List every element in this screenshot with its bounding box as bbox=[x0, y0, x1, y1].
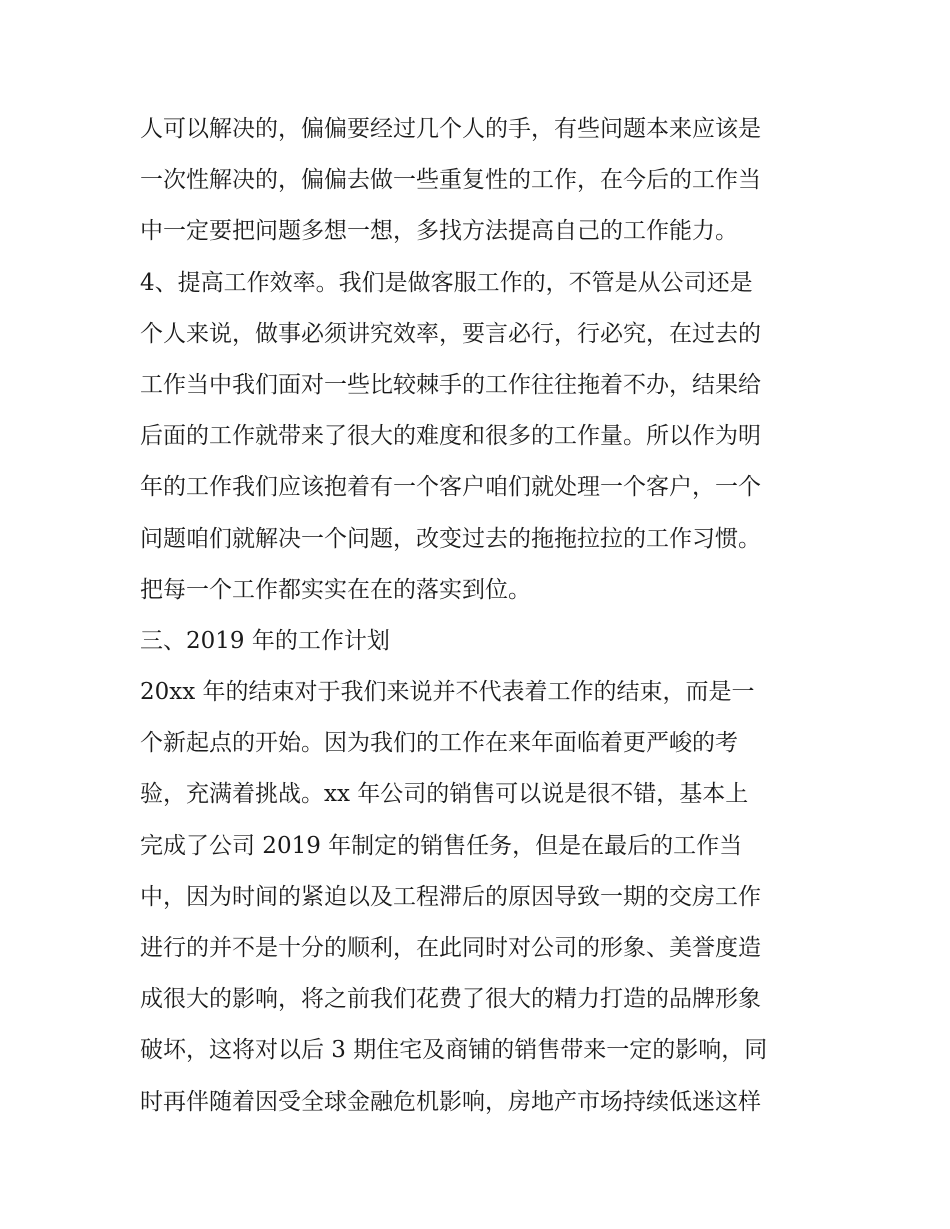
text-line: 年的工作我们应该抱着有一个客户咱们就处理一个客户，一个 bbox=[140, 474, 761, 501]
text-line: 时再伴随着因受全球金融危机影响，房地产市场持续低迷这样 bbox=[140, 1088, 761, 1115]
text-line: 破坏，这将对以后 3 期住宅及商铺的销售带来一定的影响，同 bbox=[140, 1037, 768, 1064]
text-line: 人可以解决的，偏偏要经过几个人的手，有些问题本来应该是 bbox=[140, 116, 761, 142]
text-line: 个人来说，做事必须讲究效率，要言必行，行必究，在过去的 bbox=[140, 320, 761, 347]
text-line: 一次性解决的，偏偏去做一些重复性的工作，在今后的工作当 bbox=[140, 167, 761, 194]
text-line: 成很大的影响，将之前我们花费了很大的精力打造的品牌形象 bbox=[140, 986, 761, 1013]
text-line: 进行的并不是十分的顺利，在此同时对公司的形象、美誉度造 bbox=[140, 935, 761, 961]
text-line: 20xx 年的结束对于我们来说并不代表着工作的结束，而是一 bbox=[140, 679, 755, 706]
text-line: 把每一个工作都实实在在的落实到位。 bbox=[140, 576, 531, 603]
text-line: 后面的工作就带来了很大的难度和很多的工作量。所以作为明 bbox=[140, 423, 761, 450]
document-body bbox=[140, 104, 820, 1128]
text-line: 中一定要把问题多想一想，多找方法提高自己的工作能力。 bbox=[140, 218, 738, 245]
text-line: 中，因为时间的紧迫以及工程滞后的原因导致一期的交房工作 bbox=[140, 883, 761, 910]
section-heading: 三、2019 年的工作计划 bbox=[140, 627, 390, 654]
text-line: 工作当中我们面对一些比较棘手的工作往往拖着不办，结果给 bbox=[140, 371, 761, 398]
text-line: 完成了公司 2019 年制定的销售任务，但是在最后的工作当 bbox=[140, 832, 743, 859]
text-line: 问题咱们就解决一个问题，改变过去的拖拖拉拉的工作习惯。 bbox=[140, 525, 761, 552]
list-item-text: 4、提高工作效率。我们是做客服工作的，不管是从公司还是 bbox=[140, 269, 753, 296]
text-line: 验，充满着挑战。xx 年公司的销售可以说是很不错，基本上 bbox=[140, 781, 749, 808]
text-line: 个新起点的开始。因为我们的工作在来年面临着更严峻的考 bbox=[140, 730, 738, 757]
